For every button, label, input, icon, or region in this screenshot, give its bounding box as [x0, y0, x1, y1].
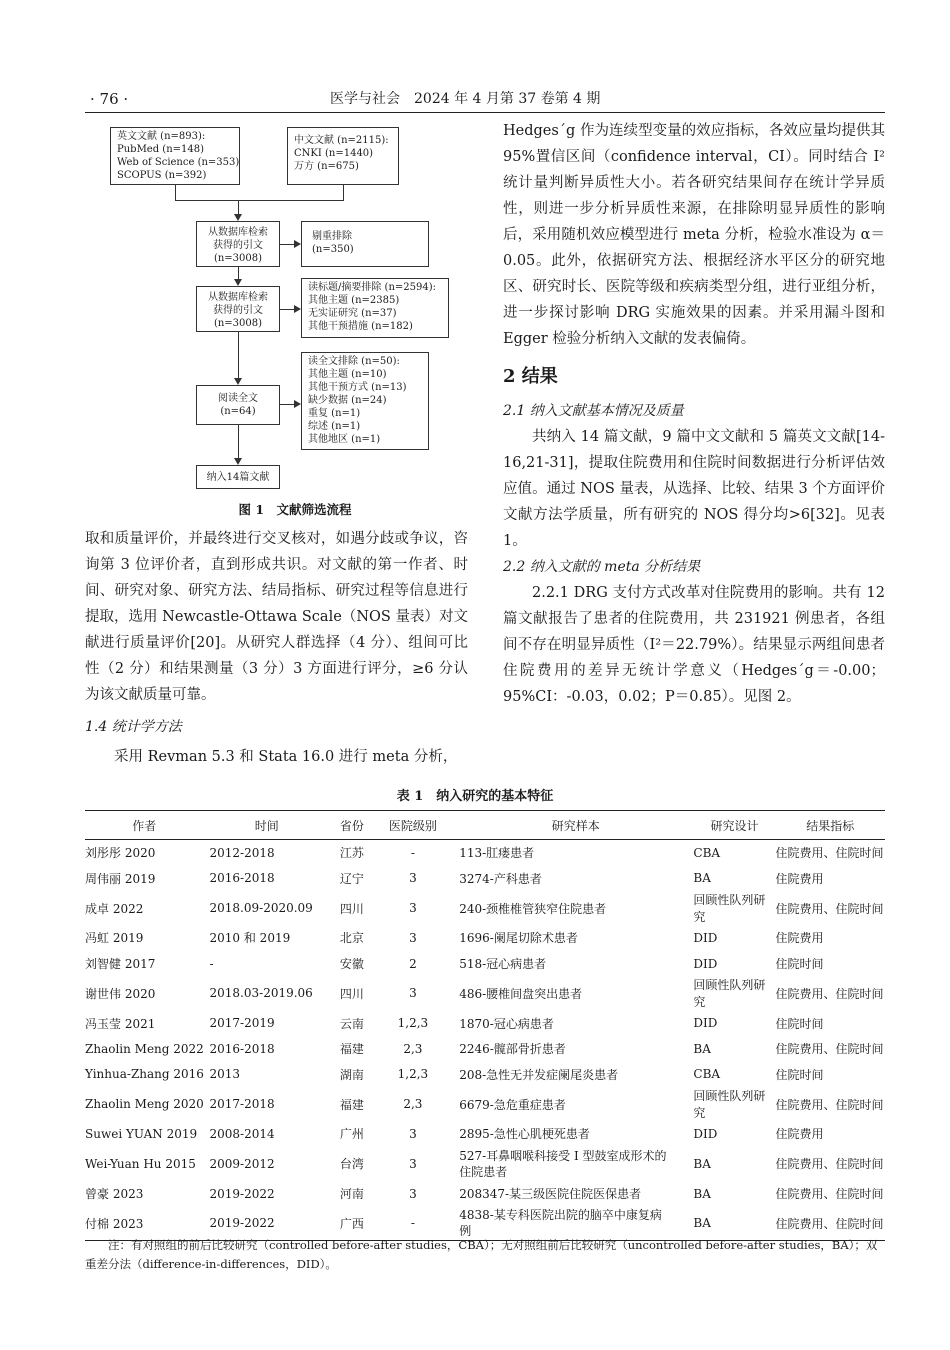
box-line: 综述 (n=1): [308, 421, 361, 432]
arrow-down-icon: [234, 378, 242, 385]
chinese-line: 中文文献 (n=2115):: [294, 135, 389, 146]
table-row: [85, 951, 885, 977]
table-cell: 486-腰椎间盘突出患者: [459, 986, 583, 1001]
table-cell: 3: [409, 986, 417, 1001]
title-abstract-exclusion-box: [301, 278, 449, 338]
table-cell: 住院费用、住院时间: [775, 846, 884, 861]
table-cell: 刘彤彤 2020: [85, 846, 156, 861]
english-sources-box: [110, 127, 240, 185]
arrow-down-icon: [234, 279, 242, 286]
table-cell: DID: [693, 956, 718, 971]
section-heading-2-2: 2.2 纳入文献的 meta 分析结果: [503, 559, 701, 575]
table-cell: 云南: [339, 1016, 364, 1031]
english-line: SCOPUS (n=392): [117, 170, 207, 181]
box-line: 阅读全文: [218, 393, 258, 404]
connector: [175, 185, 176, 200]
characteristics-table: [85, 810, 885, 1241]
chinese-line: 万方 (n=675): [294, 161, 359, 172]
included-box: [196, 465, 280, 489]
table-cell: 冯虹 2019: [85, 931, 144, 946]
dedup-box: [301, 221, 429, 267]
table-cell: 住院费用、住院时间: [775, 1157, 884, 1172]
col-header: 时间: [205, 811, 326, 840]
table-cell: 1,2,3: [397, 1016, 429, 1031]
box-line: 其他干预措施 (n=182): [308, 321, 413, 332]
table-cell: DID: [693, 930, 718, 945]
table-cell: 6679-急危重症患者: [459, 1097, 566, 1112]
box-line: 其他地区 (n=1): [308, 434, 381, 445]
box-line: (n=64): [220, 406, 256, 417]
table-cell: 2017-2018: [209, 1097, 275, 1112]
table-cell: 1,2,3: [397, 1067, 429, 1082]
chinese-sources-box: [287, 127, 399, 185]
section-heading-2-1: 2.1 纳入文献基本情况及质量: [503, 403, 684, 419]
table-cell: 113-肛瘘患者: [459, 846, 535, 861]
english-line: PubMed (n=148): [117, 144, 205, 155]
box-line: 从数据库检索: [208, 292, 268, 303]
table-cell: Suwei YUAN 2019: [85, 1126, 198, 1141]
fulltext-box: [196, 385, 280, 425]
table-row: [85, 1036, 885, 1062]
box-line: 剔重排除: [312, 231, 352, 242]
figure-caption: 图 1 文献筛选流程: [238, 502, 352, 517]
table-cell: 2,3: [403, 1041, 423, 1056]
connector: [238, 200, 239, 214]
box-line: (n=3008): [213, 318, 263, 329]
table-cell: 北京: [339, 931, 364, 946]
table-cell: 住院费用、住院时间: [775, 901, 884, 916]
table-cell: BA: [693, 871, 711, 886]
table-cell: 2010 和 2019: [209, 931, 291, 946]
table-cell: 住院时间: [775, 1067, 824, 1082]
section-heading-1-4: 1.4 统计学方法: [85, 719, 182, 735]
col-header: 省份: [325, 811, 379, 840]
connector: [238, 267, 239, 279]
table-title: 表 1 纳入研究的基本特征: [396, 789, 554, 804]
table-cell: 3: [409, 1186, 417, 1201]
table-cell: 3274-产科患者: [459, 871, 542, 886]
col-header: 作者: [85, 811, 205, 840]
table-cell: Zhaolin Meng 2022: [85, 1041, 204, 1056]
table-cell: 住院费用、住院时间: [775, 1042, 884, 1057]
table-cell: -: [209, 956, 214, 971]
table-cell: 江苏: [339, 846, 364, 861]
retrieved-citations-box-2: [196, 286, 280, 332]
connector: [175, 200, 344, 201]
arrow-down-icon: [234, 214, 242, 221]
box-line: 重复 (n=1): [308, 408, 361, 419]
english-line: Web of Science (n=353): [117, 157, 240, 168]
table-cell: 2009-2012: [209, 1156, 275, 1171]
right-column-text: [503, 118, 885, 710]
section-heading-2: 2 结果: [503, 366, 558, 387]
retrieved-citations-box: [196, 221, 280, 267]
table-cell: 3: [409, 871, 417, 886]
connector: [238, 332, 239, 378]
arrow-right-icon: [294, 400, 301, 408]
table-row: [85, 1062, 885, 1088]
table-cell: 2895-急性心肌梗死患者: [459, 1127, 590, 1142]
table-cell: 回顾性队列研究: [693, 978, 766, 1010]
table-cell: 冯玉莹 2021: [85, 1016, 156, 1031]
table-cell: 住院费用: [775, 931, 824, 946]
table-cell: CBA: [693, 1067, 721, 1082]
table-cell: 240-颈椎椎管狭窄住院患者: [459, 901, 607, 916]
table-cell: 2017-2019: [209, 1016, 275, 1031]
table-cell: 住院时间: [775, 957, 824, 972]
box-line: 纳入14篇文献: [206, 472, 270, 483]
table-row: [85, 866, 885, 892]
box-line: 获得的引文: [213, 305, 263, 316]
fulltext-exclusion-box: [301, 352, 429, 450]
table-cell: 住院时间: [775, 1016, 824, 1031]
table-cell: 2,3: [403, 1097, 423, 1112]
paragraph: 共纳入 14 篇文献，9 篇中文文献和 5 篇英文文献[14-16,21-31]，提取住院费用和住院时间数据进行分析评估效应值。通过 NOS 量表，从选择、比较、结果 3 个方面评价文献方法学质量，所有研究的 NOS 得分均>6[32]。见表 1。: [503, 429, 885, 549]
table-cell: 住院费用、住院时间: [775, 1097, 884, 1112]
table-row: [85, 1147, 885, 1181]
table-cell: 208347-某三级医院住院医保患者: [459, 1187, 642, 1202]
table-cell: DID: [693, 1126, 718, 1141]
table-cell: 1870-冠心病患者: [459, 1016, 554, 1031]
table-cell: 518-冠心病患者: [459, 957, 547, 972]
table-cell: 辽宁: [339, 871, 364, 886]
table-row: [85, 1121, 885, 1147]
page-number: · 76 ·: [90, 90, 129, 108]
table-cell: -: [410, 845, 415, 860]
table-cell: 回顾性队列研究: [693, 1089, 766, 1121]
box-line: (n=3008): [213, 253, 263, 264]
table-cell: 4838-某专科医院出院的脑卒中康复病例: [447, 1206, 693, 1241]
table-cell: BA: [693, 1156, 711, 1171]
table-cell: 2012-2018: [209, 845, 275, 860]
table-note: 注：有对照组的前后比较研究（controlled before-after studies，CBA）；无对照组前后比较研究（uncontrolled before-after studies，BA）；双重差分法（difference-in-differences，DID）。: [85, 1238, 878, 1271]
table-cell: 四川: [339, 901, 364, 916]
table-cell: 2: [409, 956, 417, 971]
english-line: 英文文献 (n=893):: [117, 131, 206, 142]
table-cell: 谢世伟 2020: [85, 986, 156, 1001]
table-cell: 2018.03-2019.06: [209, 986, 313, 1001]
table-row: [85, 1010, 885, 1036]
table-cell: BA: [693, 1041, 711, 1056]
table-row: [85, 891, 885, 925]
table-cell: 曾豪 2023: [85, 1187, 144, 1202]
paragraph: 2.2.1 DRG 支付方式改革对住院费用的影响。共有 12 篇文献报告了患者的住院费用，共 231921 例患者，各组间不存在明显异质性（I²＝22.79%）。结果显示两组间患者住院费用的差异无统计学意义（Hedges´g＝-0.00；95%CI：-0.03，0.02；P＝0.85）。见图 2。: [503, 585, 885, 705]
arrow-down-icon: [234, 458, 242, 465]
table-cell: DID: [693, 1016, 718, 1031]
table-cell: 2008-2014: [209, 1126, 275, 1141]
table-cell: 3: [409, 930, 417, 945]
table-cell: 周伟丽 2019: [85, 871, 156, 886]
table-cell: 住院费用、住院时间: [776, 1206, 886, 1241]
table-row: [85, 1181, 885, 1207]
box-line: 读标题/摘要排除 (n=2594):: [308, 282, 436, 293]
table-cell: 成卓 2022: [85, 901, 144, 916]
table-cell: CBA: [693, 845, 721, 860]
table-cell: Zhaolin Meng 2020: [85, 1097, 204, 1112]
table-cell: 208-急性无并发症阑尾炎患者: [459, 1067, 619, 1082]
box-line: 其他主题 (n=10): [308, 369, 387, 380]
table-cell: 福建: [339, 1042, 364, 1057]
table-cell: 住院费用、住院时间: [775, 1187, 884, 1202]
table-cell: 台湾: [339, 1157, 364, 1172]
table-header-row: [85, 811, 885, 840]
header-rule: [85, 112, 885, 113]
table-cell: 住院费用: [775, 871, 824, 886]
table-cell: 3: [409, 901, 417, 916]
table-cell: 2016-2018: [209, 1041, 275, 1056]
connector: [280, 244, 294, 245]
paragraph: Hedges´g 作为连续型变量的效应指标，各效应量均提供其 95%置信区间（confidence interval，CI）。同时结合 I² 统计量判断异质性大小。若各研究结果间存在统计学异质性，则进一步分析异质性来源，在排除明显异质性的影响后，采用随机效应模型进行 meta 分析，检验水准设为 α＝0.05。此外，依据研究方法、根据经济水平区分的研究地区、研究时长、医院等级和疾病类型分组，进行亚组分析，进一步探讨影响 DRG 实施效果的因素。并采用漏斗图和 Egger 检验分析纳入文献的发表偏倚。: [503, 123, 885, 347]
col-header: 医院级别: [379, 811, 448, 840]
box-line: 其他干预方式 (n=13): [308, 382, 407, 393]
arrow-right-icon: [294, 305, 301, 313]
table-cell: 2013: [209, 1067, 241, 1082]
table-row: [85, 840, 885, 866]
table-cell: Yinhua-Zhang 2016: [85, 1067, 204, 1082]
table-row: [85, 1087, 885, 1121]
table-cell: 付棉 2023: [85, 1206, 205, 1241]
box-line: 从数据库检索: [208, 227, 268, 238]
table-cell: 2018.09-2020.09: [209, 901, 313, 916]
connector: [280, 309, 294, 310]
connector: [238, 425, 239, 458]
box-line: 缺少数据 (n=24): [308, 395, 387, 406]
table-cell: 2019-2022: [205, 1206, 326, 1241]
table-cell: 回顾性队列研究: [693, 893, 766, 925]
table-row: [85, 976, 885, 1010]
table-cell: 广州: [339, 1127, 364, 1142]
table-cell: 2246-髋部骨折患者: [459, 1042, 566, 1057]
table-cell: BA: [693, 1206, 775, 1241]
col-header: 研究样本: [447, 811, 693, 840]
table-cell: BA: [693, 1186, 711, 1201]
table-cell: 1696-阑尾切除术患者: [459, 931, 578, 946]
table-cell: 四川: [339, 986, 364, 1001]
table-cell: -: [379, 1206, 448, 1241]
left-column-text: [85, 526, 468, 770]
table-cell: 刘智健 2017: [85, 957, 156, 972]
table-cell: 安徽: [339, 957, 364, 972]
box-line: 读全文排除 (n=50):: [308, 356, 400, 367]
table-cell: 2016-2018: [209, 871, 275, 886]
table-cell: 2019-2022: [209, 1186, 275, 1201]
table-cell: 527-耳鼻咽喉科接受 I 型鼓室成形术的住院患者: [459, 1148, 667, 1179]
table-cell: 湖南: [339, 1067, 364, 1082]
connector: [280, 404, 294, 405]
chinese-line: CNKI (n=1440): [294, 148, 374, 159]
table-row: [85, 925, 885, 951]
col-header: 研究设计: [693, 811, 775, 840]
table-cell: 3: [409, 1126, 417, 1141]
paragraph: 取和质量评价，并最终进行交叉核对，如遇分歧或争议，咨询第 3 位评价者，直到形成共识。对文献的第一作者、时间、研究对象、研究方法、结局指标、研究过程等信息进行提取，选用 Newcastle-Ottawa Scale（NOS 量表）对文献进行质量评价[20]。从研究人群选择（4 分）、组间可比性（2 分）和结果测量（3 分）3 方面进行评分，≥6 分认为该文献质量可靠。: [85, 531, 468, 703]
paragraph: 采用 Revman 5.3 和 Stata 16.0 进行 meta 分析，: [114, 749, 458, 765]
table-cell: Wei-Yuan Hu 2015: [85, 1156, 196, 1171]
table-cell: 3: [409, 1156, 417, 1171]
journal-header: 医学与社会 2024 年 4 月第 37 卷第 4 期: [330, 91, 601, 107]
table-cell: 住院费用: [775, 1127, 824, 1142]
table-cell: 河南: [339, 1187, 364, 1202]
table-cell: 福建: [339, 1097, 364, 1112]
table-cell: 广西: [325, 1206, 379, 1241]
table-cell: 住院费用、住院时间: [775, 986, 884, 1001]
box-line: (n=350): [312, 244, 354, 255]
col-header: 结果指标: [776, 811, 886, 840]
connector: [343, 185, 344, 200]
box-line: 无实证研究 (n=37): [308, 308, 397, 319]
arrow-right-icon: [294, 240, 301, 248]
box-line: 其他主题 (n=2385): [308, 295, 400, 306]
box-line: 获得的引文: [213, 240, 263, 251]
